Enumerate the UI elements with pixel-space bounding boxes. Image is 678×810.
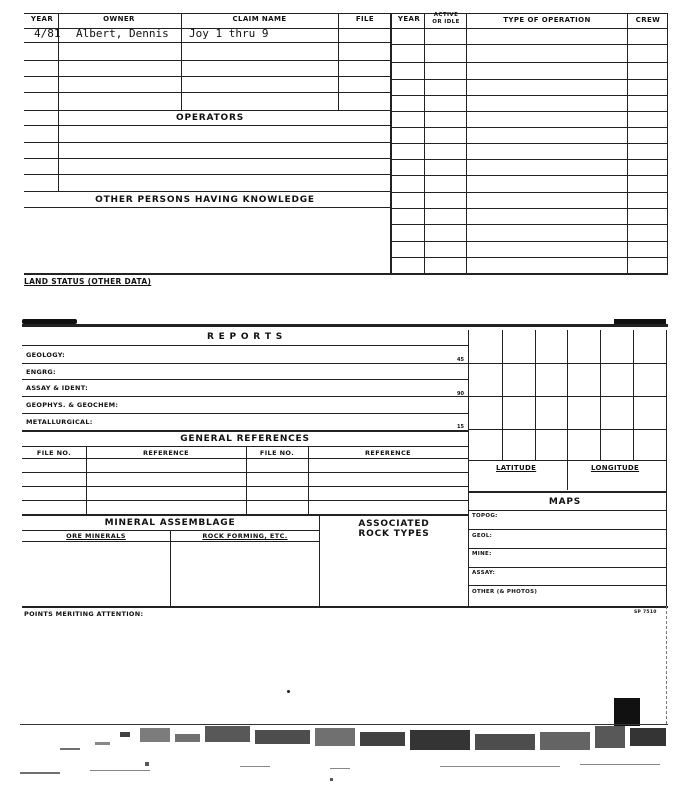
report-assay-label: ASSAY & IDENT: (26, 384, 88, 392)
report-metallurgical-number: 15 (457, 424, 464, 430)
maps-mine-label: MINE: (472, 551, 492, 557)
operation-row-line (390, 143, 668, 144)
points-top-border (22, 606, 668, 608)
grid-line (633, 330, 634, 460)
operation-row-line (390, 62, 668, 63)
owner-row-line (24, 42, 390, 43)
maps-line (468, 548, 666, 549)
operation-row-line (390, 44, 668, 45)
top-border (24, 13, 668, 14)
report-engrg-label: ENGRG: (26, 368, 56, 376)
grid-line (535, 330, 536, 460)
operation-row-line (390, 79, 668, 80)
owner-row-line (24, 110, 390, 111)
col-header-active: ACTIVE (433, 12, 459, 18)
latitude-label: LATITUDE (496, 464, 537, 472)
associated-rock-types-line2: ROCK TYPES (358, 529, 430, 539)
operators-line (24, 158, 390, 159)
points-meriting-attention-label: POINTS MERITING ATTENTION: (24, 610, 144, 618)
ore-minerals-header: ORE MINERALS (66, 532, 126, 540)
maps-other-label: OTHER (& PHOTOS) (472, 589, 538, 595)
reports-line (22, 396, 468, 397)
report-assay-number: 90 (457, 391, 464, 397)
grid-line (468, 363, 666, 364)
ref-line (22, 500, 468, 501)
other-persons-line (24, 207, 390, 208)
ref-col-file-no-2: FILE NO. (259, 449, 295, 457)
col-header-year: YEAR (30, 15, 54, 23)
operation-row-line (390, 241, 668, 242)
associated-rock-types-line1: ASSOCIATED (358, 519, 430, 529)
reports-line (22, 413, 468, 414)
report-geophys-label: GEOPHYS. & GEOCHEM: (26, 401, 119, 409)
operation-row-line (390, 192, 668, 193)
ref-col-reference-2: REFERENCE (364, 449, 412, 457)
report-metallurgical-label: METALLURGICAL: (26, 418, 93, 426)
mineral-divider (319, 514, 320, 606)
grid-line (468, 429, 666, 430)
maps-geol-label: GEOL: (472, 533, 493, 539)
operation-row-line (390, 175, 668, 176)
grid-line (468, 491, 666, 493)
reports-line (22, 379, 468, 380)
maps-assay-label: ASSAY: (472, 570, 496, 576)
row1-claim-name: Joy 1 thru 9 (189, 27, 269, 40)
ref-line (22, 472, 468, 473)
land-status-label: LAND STATUS (OTHER DATA) (24, 277, 152, 286)
rock-forming-header: ROCK FORMING, ETC. (202, 532, 288, 540)
report-geology-number: 45 (457, 357, 464, 363)
col-header-owner: OWNER (103, 15, 135, 23)
operation-row-line (390, 208, 668, 209)
scan-noise-band (0, 722, 678, 810)
row1-year: 4/81 (34, 27, 61, 40)
scan-speck (287, 690, 290, 693)
right-edge-line (666, 606, 667, 724)
operation-row-line (390, 257, 668, 258)
longitude-label: LONGITUDE (591, 464, 640, 472)
report-geology-label: GEOLOGY: (26, 351, 66, 359)
operation-row-line (390, 127, 668, 128)
general-references-title: GENERAL REFERENCES (180, 434, 310, 444)
ref-divider (246, 446, 247, 514)
operation-row-line (390, 159, 668, 160)
operators-title: OPERATORS (176, 113, 244, 123)
grid-line (502, 330, 503, 460)
operators-line (24, 174, 390, 175)
grid-border (468, 330, 469, 606)
col-header-type-of-operation: TYPE OF OPERATION (503, 16, 591, 24)
maps-line (468, 510, 666, 511)
maps-topog-label: TOPOG: (472, 513, 498, 519)
row1-owner: Albert, Dennis (76, 27, 169, 40)
owner-row-line (24, 76, 390, 77)
ref-col-reference: REFERENCE (142, 449, 190, 457)
other-persons-title: OTHER PERSONS HAVING KNOWLEDGE (95, 195, 315, 205)
col-divider (338, 13, 339, 110)
grid-line (468, 460, 666, 461)
ref-divider (86, 446, 87, 514)
table-bottom-line (24, 273, 668, 275)
reports-title: R E P O R T S (206, 332, 284, 342)
reports-line (22, 430, 468, 432)
maps-title: MAPS (548, 497, 582, 507)
col-header-or-idle: OR IDLE (432, 19, 460, 25)
col-header-file: FILE (355, 15, 375, 23)
operation-row-line (390, 95, 668, 96)
ref-line (22, 446, 468, 447)
grid-line (600, 330, 601, 460)
ref-line (22, 514, 468, 516)
ref-line (22, 458, 468, 459)
col-divider (58, 13, 59, 191)
reports-line (22, 345, 468, 346)
operators-line (24, 125, 390, 126)
owner-row-line (24, 60, 390, 61)
grid-border (666, 330, 667, 606)
col-header-crew: CREW (635, 16, 661, 24)
col-header-year-2: YEAR (397, 15, 421, 23)
ref-divider (308, 446, 309, 514)
grid-line (567, 330, 568, 490)
grid-line (468, 396, 666, 397)
form-number: SP 7510 (634, 610, 657, 615)
col-divider (181, 13, 182, 110)
ref-col-file-no: FILE NO. (36, 449, 72, 457)
owner-row-line (24, 92, 390, 93)
maps-line (468, 585, 666, 586)
maps-line (468, 529, 666, 530)
operators-line (24, 142, 390, 143)
maps-line (468, 567, 666, 568)
reports-top-border (22, 324, 668, 327)
mineral-line (22, 530, 320, 531)
operators-line (24, 191, 390, 192)
mineral-assemblage-title: MINERAL ASSEMBLAGE (104, 518, 236, 528)
operation-row-line (390, 224, 668, 225)
operation-row-line (390, 111, 668, 112)
reports-line (22, 363, 468, 364)
mineral-line (22, 541, 320, 542)
mineral-divider (170, 530, 171, 606)
ref-line (22, 486, 468, 487)
col-header-claim-name: CLAIM NAME (232, 15, 287, 23)
